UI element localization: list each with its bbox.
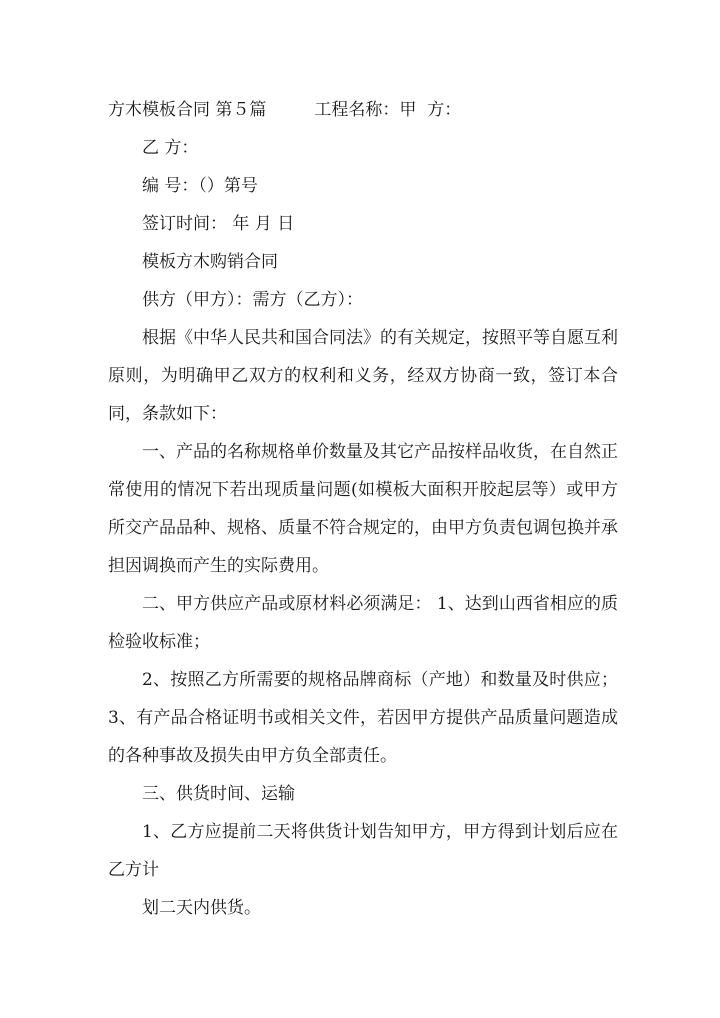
document-title: 方木模板合同 第５篇 [108,100,267,120]
paragraph-clause-2: 二、甲方供应产品或原材料必须满足： 1、达到山西省相应的质检验收标准； [108,594,618,652]
party-b-line: 乙 方： [142,138,199,158]
supplier-demander-line: 供方（甲方）：需方（乙方）： [142,290,363,310]
paragraph-legal-basis: 根据《中华人民共和国合同法》的有关规定，按照平等自愿互利原则，为明确甲乙双方的权利和义务，经双方协商一致，签订本合同，条款如下： [108,328,618,424]
paragraph-clause-2-items: 2、按照乙方所需要的规格品牌商标（产地）和数量及时供应； 3、有产品合格证明书或相关文件，若因甲方提供产品质量问题造成的各种事故及损失由甲方负全部责任。 [108,670,618,766]
contract-number-line: 编 号：（）第号 [142,176,258,196]
paragraph-clause-3-heading: 三、供货时间、运输 [142,784,295,804]
document-body [108,91,618,927]
last-line: 划二天内供货。 [142,898,261,918]
project-name-label: 工程名称：甲 方： [314,100,462,120]
paragraph-clause-1: 一、产品的名称规格单价数量及其它产品按样品收货，在自然正常使用的情况下若出现质量问题(如模板大面积开胶起层等）或甲方所交产品品种、规格、质量不符合规定的，由甲方负责包调包换并承担因调换而产生的实际费用。 [108,442,618,576]
contract-name-line: 模板方木购销合同 [142,252,278,272]
paragraph-clause-3-item-1: 1、乙方应提前二天将供货计划告知甲方，甲方得到计划后应在乙方计 [108,822,618,880]
sign-date-line: 签订时间： 年 月 日 [142,214,295,234]
title-row [108,91,618,129]
